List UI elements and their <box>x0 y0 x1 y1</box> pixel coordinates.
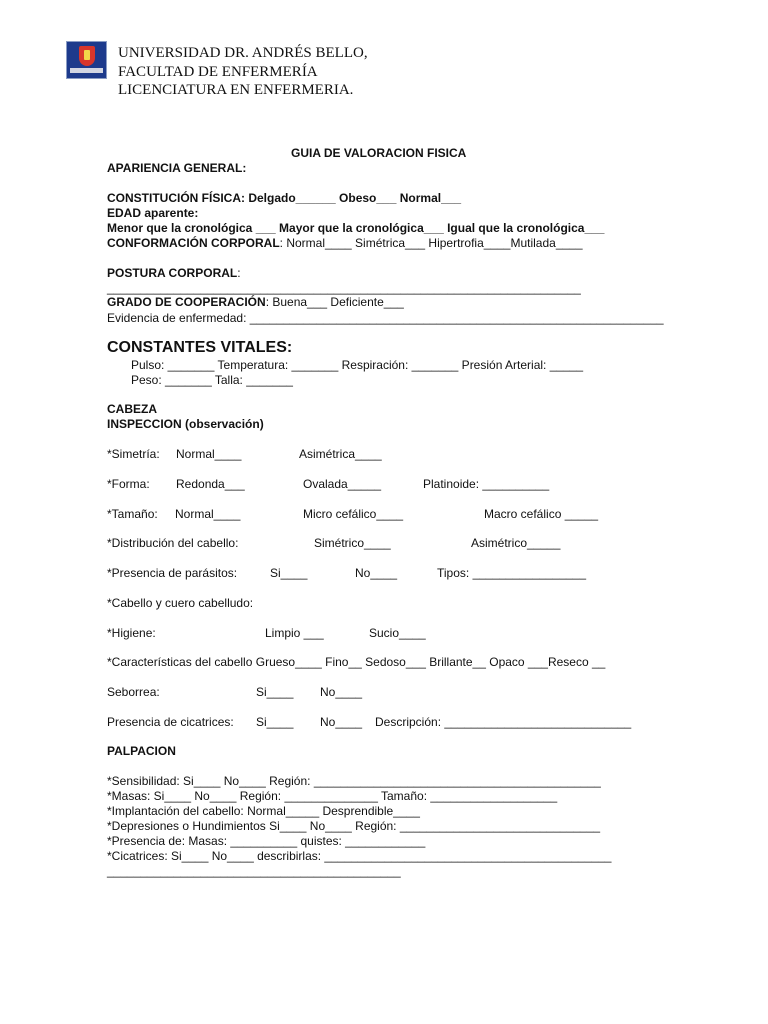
palpacion-depresiones: *Depresiones o Hundimientos Si____ No____ Región: ______________________________ <box>107 819 601 833</box>
palpacion-implantacion: *Implantación del cabello: Normal_____ Desprendible____ <box>107 804 420 818</box>
cicatrices-no: No____ <box>320 715 363 729</box>
apariencia-heading: APARIENCIA GENERAL: <box>107 161 247 175</box>
distribucion-asimetrico: Asimétrico_____ <box>471 536 561 550</box>
inspeccion-heading: INSPECCION (observación) <box>107 417 264 431</box>
cabeza-heading: CABEZA <box>107 402 157 416</box>
higiene-label: *Higiene: <box>107 626 156 640</box>
edad-label: EDAD aparente: <box>107 206 199 220</box>
cooperacion-options: : Buena___ Deficiente___ <box>265 295 404 309</box>
postura-suffix: : <box>237 266 241 280</box>
forma-platinoide: Platinoide: __________ <box>423 477 550 491</box>
document-title: GUIA DE VALORACION FISICA <box>291 146 467 160</box>
distribucion-simetrico: Simétrico____ <box>314 536 391 550</box>
postura-blank: _______________________________________________________________________ <box>107 281 581 295</box>
palpacion-masas: *Masas: Si____ No____ Región: ______________ Tamaño: ___________________ <box>107 789 558 803</box>
conformacion-line <box>107 236 583 250</box>
edad-options: Menor que la cronológica ___ Mayor que la cronológica___ Igual que la cronológica___ <box>107 221 605 235</box>
palpacion-presencia: *Presencia de: Masas: __________ quistes: ____________ <box>107 834 426 848</box>
palpacion-sensibilidad: *Sensibilidad: Si____ No____ Región: ___________________________________________ <box>107 774 601 788</box>
cicatrices-si: Si____ <box>256 715 294 729</box>
simetria-normal: Normal____ <box>176 447 242 461</box>
forma-label: *Forma: <box>107 477 150 491</box>
postura-label: POSTURA CORPORAL <box>107 266 238 280</box>
higiene-limpio: Limpio ___ <box>265 626 324 640</box>
palpacion-cicatrices: *Cicatrices: Si____ No____ describirlas: ___________________________________________ <box>107 849 612 863</box>
seborrea-no: No____ <box>320 685 363 699</box>
parasitos-label: *Presencia de parásitos: <box>107 566 238 580</box>
parasitos-tipos: Tipos: _________________ <box>437 566 587 580</box>
header-university: UNIVERSIDAD DR. ANDRÉS BELLO, <box>118 45 368 61</box>
forma-ovalada: Ovalada_____ <box>303 477 382 491</box>
header-degree: LICENCIATURA EN ENFERMERIA. <box>118 82 354 98</box>
header-faculty: FACULTAD DE ENFERMERÍA <box>118 64 318 80</box>
caracteristicas-line: *Características del cabello Grueso____ Fino__ Sedoso___ Brillante__ Opaco ___Reseco __ <box>107 655 606 669</box>
forma-redonda: Redonda___ <box>176 477 245 491</box>
palpacion-heading: PALPACION <box>107 744 176 758</box>
postura-line <box>107 266 241 280</box>
parasitos-si: Si____ <box>270 566 308 580</box>
cuero-cabelludo-label: *Cabello y cuero cabelludo: <box>107 596 254 610</box>
cicatrices-label: Presencia de cicatrices: <box>107 715 234 729</box>
conformacion-options: : Normal____ Simétrica___ Hipertrofia____Mutilada____ <box>279 236 583 250</box>
palpacion-blank-line: ____________________________________________ <box>107 864 401 878</box>
tamano-normal: Normal____ <box>175 507 241 521</box>
evidencia-line: Evidencia de enfermedad: ______________________________________________________________ <box>107 311 664 325</box>
university-logo <box>66 41 107 79</box>
vitales-line-1: Pulso: _______ Temperatura: _______ Respiración: _______ Presión Arterial: _____ <box>131 358 584 372</box>
seborrea-si: Si____ <box>256 685 294 699</box>
tamano-label: *Tamaño: <box>107 507 158 521</box>
vitales-line-2: Peso: _______ Talla: _______ <box>131 373 293 387</box>
logo-band <box>70 68 103 73</box>
cicatrices-descripcion: Descripción: ____________________________ <box>375 715 632 729</box>
cooperacion-line <box>107 295 404 309</box>
simetria-asimetrica: Asimétrica____ <box>299 447 382 461</box>
distribucion-label: *Distribución del cabello: <box>107 536 239 550</box>
shield-icon <box>79 46 95 66</box>
cooperacion-label: GRADO DE COOPERACIÓN <box>107 295 266 309</box>
parasitos-no: No____ <box>355 566 398 580</box>
seborrea-label: Seborrea: <box>107 685 160 699</box>
tamano-macro: Macro cefálico _____ <box>484 507 599 521</box>
conformacion-label: CONFORMACIÓN CORPORAL <box>107 236 280 250</box>
simetria-label: *Simetría: <box>107 447 160 461</box>
constitucion-line: CONSTITUCIÓN FÍSICA: Delgado______ Obeso___ Normal___ <box>107 191 462 205</box>
higiene-sucio: Sucio____ <box>369 626 426 640</box>
tamano-micro: Micro cefálico____ <box>303 507 404 521</box>
vitales-heading: CONSTANTES VITALES: <box>107 339 293 356</box>
